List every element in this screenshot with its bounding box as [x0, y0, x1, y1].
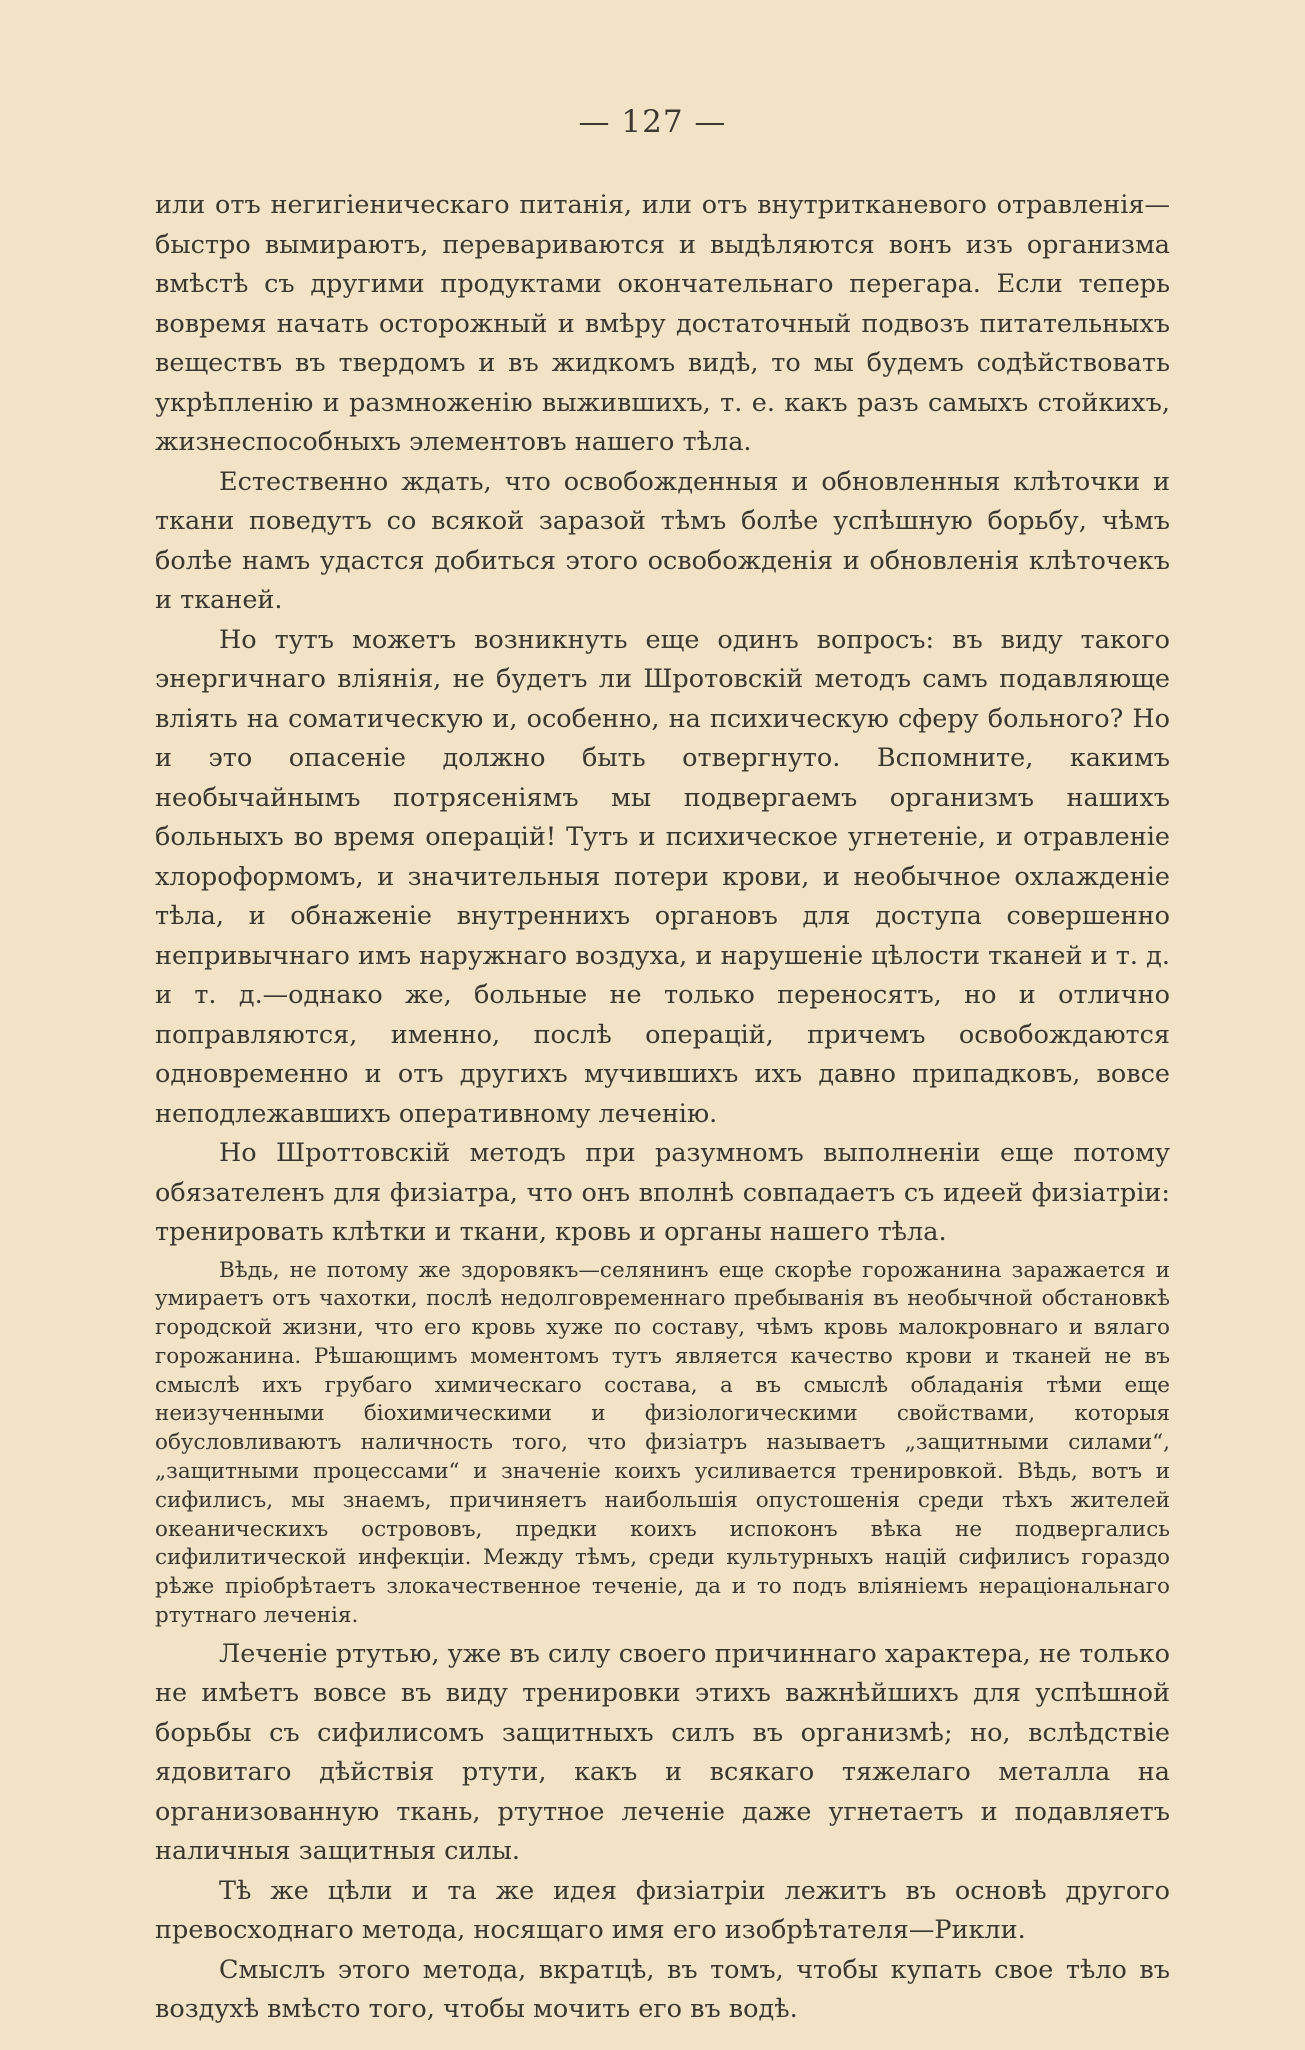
paragraph: Но Шроттовскій методъ при разумномъ выполненіи еще потому обязателенъ для физіатра, что онъ вполнѣ совпадаетъ съ идеей физіатріи: тренировать клѣтки и ткани, кровь и органы нашего тѣла. — [155, 1138, 1170, 1247]
paragraph: или отъ негигіеническаго питанія, или отъ внутритканевого отравленія—быстро вымираютъ, перевариваются и выдѣляются вонъ изъ организма вмѣстѣ съ другими продуктами окончательнаго перегара. Если теперь вовремя начать осторожный и вмѣру достаточный подвозъ питательныхъ веществъ въ твердомъ и въ жидкомъ видѣ, то мы будемъ содѣйствовать укрѣпленію и размноженію выжившихъ, т. е. какъ разъ самыхъ стойкихъ, жизнеспособныхъ элементовъ нашего тѣла. — [155, 190, 1170, 457]
paragraph: Но тутъ можетъ возникнуть еще одинъ вопросъ: въ виду такого энергичнаго вліянія, не будетъ ли Шротовскій методъ самъ подавляюще вліять на соматическую и, особенно, на психическую сферу больного? Но и это опасеніе должно быть отвергнуто. Вспомните, какимъ необычайнымъ потрясеніямъ мы подвергаемъ организмъ нашихъ больныхъ во время операцій! Тутъ и психическое угнетеніе, и отравленіе хлороформомъ, и значительныя потери крови, и необычное охлажденіе тѣла, и обнаженіе внутреннихъ органовъ для доступа совершенно непривычнаго имъ наружнаго воздуха, и нарушеніе цѣлости тканей и т. д. и т. д.—однако же, больные не только переносятъ, но и отлично поправляются, именно, послѣ операцій, причемъ освобождаются одновременно и отъ другихъ мучившихъ ихъ давно припадковъ, вовсе неподлежавшихъ оперативному леченію. — [155, 624, 1170, 1129]
paragraph: Смыслъ этого метода, вкратцѣ, въ томъ, чтобы купать свое тѣло въ воздухѣ вмѣсто того, чтобы мочить его въ водѣ. — [155, 1954, 1170, 2025]
paragraph: Леченіе ртутью, уже въ силу своего причиннаго характера, не только не имѣетъ вовсе въ виду тренировки этихъ важнѣйшихъ для успѣшной борьбы съ сифилисомъ защитныхъ силъ въ организмѣ; но, вслѣдствіе ядовитаго дѣйствія ртути, какъ и всякаго тяжелаго металла на организованную ткань, ртутное леченіе даже угнетаетъ и подавляетъ наличныя защитныя силы. — [155, 1638, 1170, 1867]
page-number: — 127 — — [578, 104, 727, 140]
paragraph: Тѣ же цѣли и та же идея физіатріи лежитъ въ основѣ другого превосходнаго метода, носящаго имя его изобрѣтателя—Рикли. — [155, 1875, 1170, 1946]
body-text — [155, 186, 1170, 2030]
paragraph: Естественно ждать, что освобожденныя и обновленныя клѣточки и ткани поведутъ со всякой заразой тѣмъ болѣе успѣшную борьбу, чѣмъ болѣе намъ удастся добиться этого освобожденія и обновленія клѣточекъ и тканей. — [155, 466, 1170, 615]
small-print-paragraph: Вѣдь, не потому же здоровякъ—селянинъ еще скорѣе горожанина заражается и умираетъ отъ чахотки, послѣ недолговременнаго пребыванія въ необычной обстановкѣ городской жизни, что его кровь хуже по составу, чѣмъ кровь малокровнаго и вялаго горожанина. Рѣшающимъ моментомъ тутъ является качество крови и тканей не въ смыслѣ ихъ грубаго химическаго состава, а въ смыслѣ обладанія тѣми еще неизученными біохимическими и физіологическими свойствами, которыя обусловливаютъ наличность того, что физіатръ называетъ „защитными силами“, „защитными процессами“ и значеніе коихъ усиливается тренировкой. Вѣдь, вотъ и сифилисъ, мы знаемъ, причиняетъ наибольшія опустошенія среди тѣхъ жителей океаническихъ острововъ, предки коихъ испоконъ вѣка не подвергались сифилитической инфекціи. Между тѣмъ, среди культурныхъ націй сифилисъ гораздо рѣже пріобрѣтаетъ злокачественное теченіе, да и то подъ вліяніемъ нераціональнаго ртутнаго леченія. — [155, 1257, 1170, 1629]
